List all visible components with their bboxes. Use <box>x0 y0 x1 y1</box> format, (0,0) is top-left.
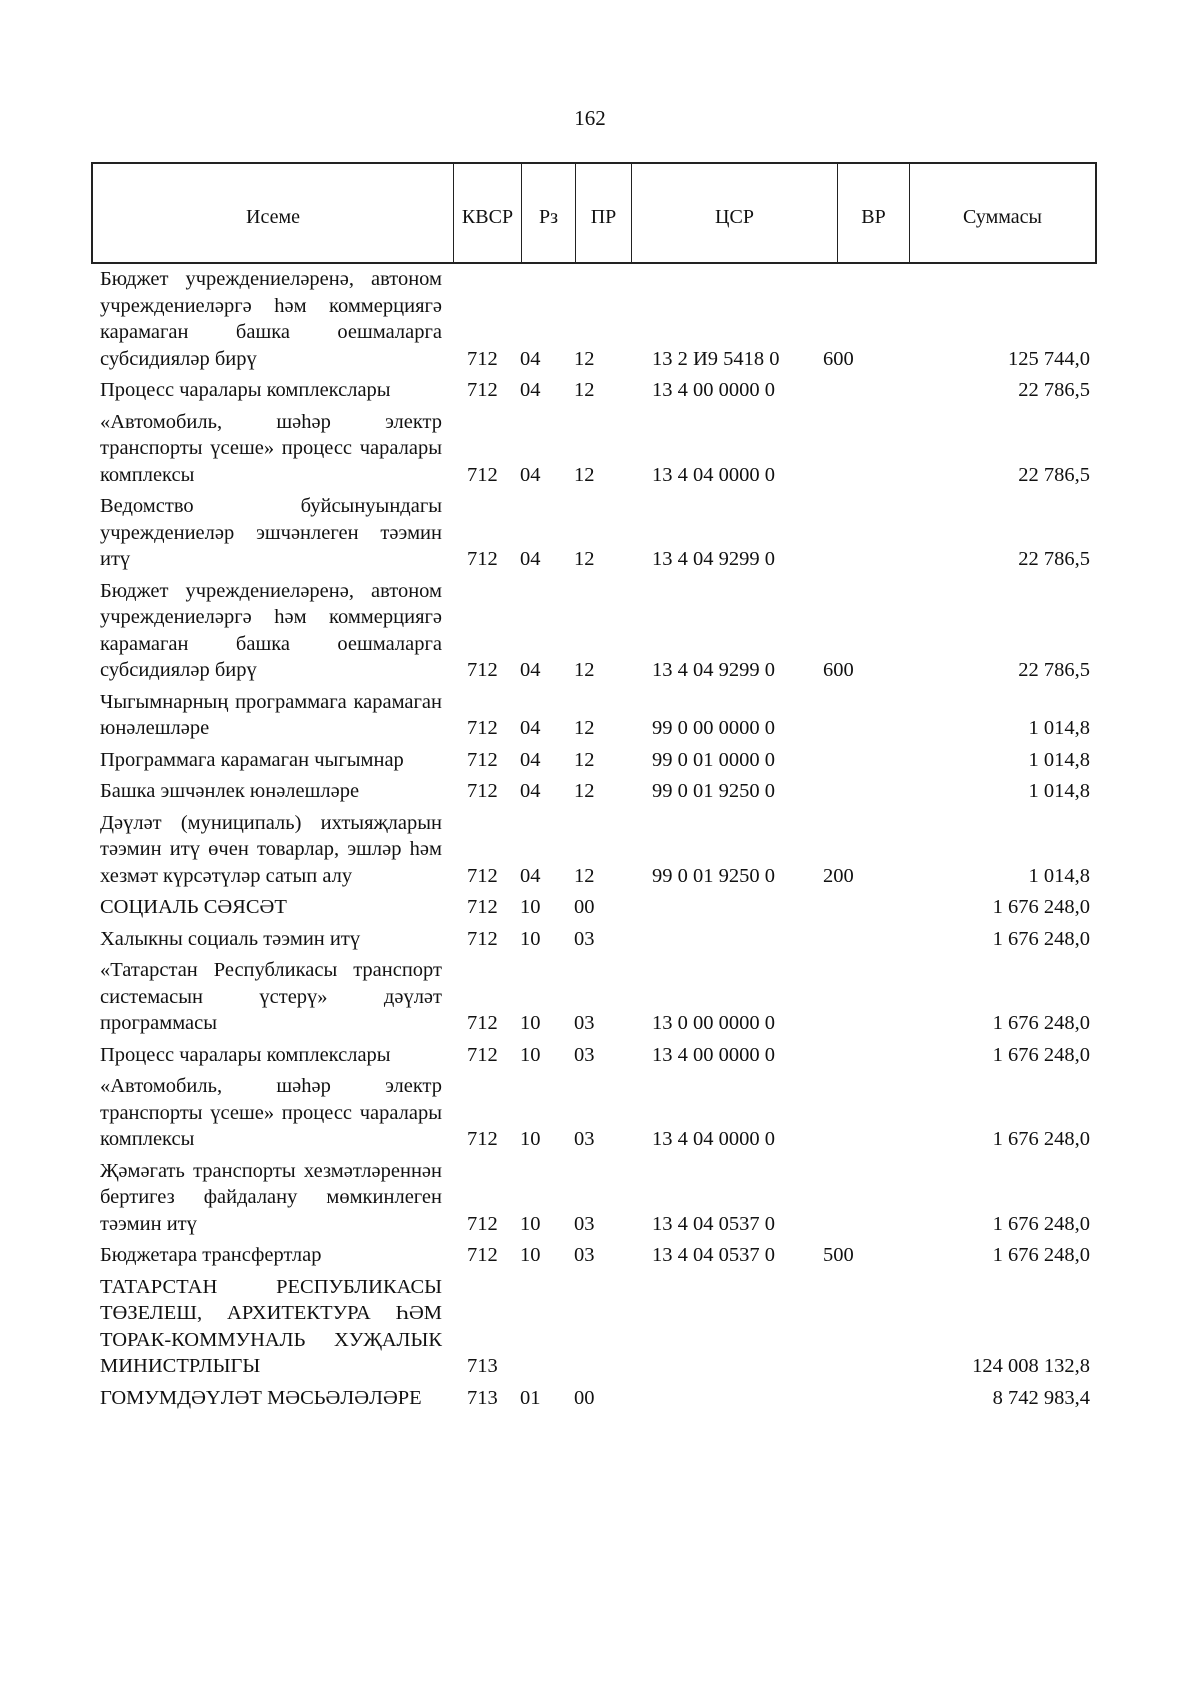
page-number: 162 <box>574 106 606 130</box>
row-name: «Автомобиль, шәһәр электр транспорты үсеше» процесс чаралары комплексы <box>100 1075 442 1150</box>
table-row <box>100 810 1090 890</box>
table-row <box>100 266 1090 372</box>
column-header-csr: ЦСР <box>631 164 837 262</box>
row-kvsr: 713 <box>467 1386 498 1409</box>
row-pr: 03 <box>574 1244 595 1266</box>
row-rz: 04 <box>520 717 541 739</box>
row-sum: 1 014,8 <box>1028 717 1090 739</box>
row-csr: 13 2 И9 5418 0 <box>652 347 780 370</box>
row-pr: 12 <box>574 717 595 739</box>
row-sum: 1 014,8 <box>1028 748 1090 771</box>
table-row <box>100 1274 1090 1380</box>
row-kvsr: 712 <box>467 864 498 887</box>
row-name: Бюджет учреждениеләренә, автоном учреждениеләргә һәм коммерциягә карамаган башка оешмаларга субсидияләр бирү <box>100 579 442 681</box>
table-row <box>100 1042 1090 1069</box>
row-vr: 600 <box>823 659 854 681</box>
row-kvsr: 712 <box>467 463 498 486</box>
row-csr: 99 0 01 9250 0 <box>652 864 775 887</box>
row-csr: 13 4 04 0537 0 <box>652 1212 775 1235</box>
row-pr: 12 <box>574 659 595 681</box>
row-csr: 13 0 00 0000 0 <box>652 1012 775 1034</box>
row-sum: 1 676 248,0 <box>992 896 1090 918</box>
column-header-pr: ПР <box>575 164 631 262</box>
row-sum: 22 786,5 <box>1018 548 1090 570</box>
table-body <box>100 266 1090 1416</box>
row-pr: 12 <box>574 748 595 771</box>
row-name: Бюджет учреждениеләренә, автоном учреждениеләргә һәм коммерциягә карамаган башка оешмаларга субсидияләр бирү <box>100 268 442 370</box>
row-name: Программага карамаган чыгымнар <box>100 748 404 771</box>
row-sum: 1 676 248,0 <box>992 1012 1090 1034</box>
table-row <box>100 578 1090 684</box>
row-kvsr: 713 <box>467 1355 498 1377</box>
row-csr: 13 4 04 9299 0 <box>652 548 775 570</box>
row-rz: 10 <box>520 896 541 918</box>
row-pr: 03 <box>574 927 595 950</box>
row-sum: 1 014,8 <box>1028 780 1090 802</box>
row-rz: 10 <box>520 1244 541 1266</box>
row-csr: 13 4 00 0000 0 <box>652 1043 775 1066</box>
row-kvsr: 712 <box>467 1012 498 1034</box>
row-pr: 12 <box>574 463 595 486</box>
row-vr: 200 <box>823 864 854 887</box>
table-row <box>100 957 1090 1037</box>
row-kvsr: 712 <box>467 927 498 950</box>
column-header-kvsr: КВСР <box>453 164 521 262</box>
row-csr: 13 4 04 0000 0 <box>652 1128 775 1150</box>
row-rz: 04 <box>520 659 541 681</box>
row-rz: 10 <box>520 1043 541 1066</box>
row-rz: 10 <box>520 1012 541 1034</box>
table-header <box>91 162 1097 264</box>
row-name: Дәүләт (муниципаль) ихтыяҗларын тәэмин итү өчен товарлар, эшләр һәм хезмәт күрсәтүләр сатып алу <box>100 811 442 887</box>
table-row <box>100 1242 1090 1269</box>
row-pr: 03 <box>574 1212 595 1235</box>
row-rz: 10 <box>520 1128 541 1150</box>
row-rz: 04 <box>520 463 541 486</box>
row-name: Җәмәгать транспорты хезмәтләреннән бертигез файдалану мөмкинлеген тәэмин итү <box>100 1159 442 1235</box>
row-kvsr: 712 <box>467 1244 498 1266</box>
row-pr: 00 <box>574 1386 595 1409</box>
row-name: Процесс чаралары комплекслары <box>100 379 391 401</box>
row-kvsr: 712 <box>467 379 498 401</box>
row-kvsr: 712 <box>467 748 498 771</box>
row-pr: 12 <box>574 548 595 570</box>
table-row <box>100 747 1090 774</box>
table-row <box>100 778 1090 805</box>
row-vr: 600 <box>823 347 854 370</box>
row-name: Халыкны социаль тәэмин итү <box>100 927 361 950</box>
row-vr: 500 <box>823 1244 854 1266</box>
row-rz: 10 <box>520 927 541 950</box>
table-row <box>100 493 1090 573</box>
row-sum: 1 676 248,0 <box>992 1244 1090 1266</box>
row-sum: 8 742 983,4 <box>992 1386 1090 1409</box>
row-pr: 12 <box>574 864 595 887</box>
row-csr: 13 4 00 0000 0 <box>652 379 775 401</box>
row-pr: 03 <box>574 1012 595 1034</box>
row-rz: 04 <box>520 748 541 771</box>
row-sum: 1 676 248,0 <box>992 1043 1090 1066</box>
row-rz: 01 <box>520 1386 541 1409</box>
table-row <box>100 1385 1090 1412</box>
row-sum: 1 014,8 <box>1028 864 1090 887</box>
row-sum: 22 786,5 <box>1018 463 1090 486</box>
row-name: Бюджетара трансфертлар <box>100 1244 322 1266</box>
row-name: ТАТАРСТАН РЕСПУБЛИКАСЫ ТӨЗЕЛЕШ, АРХИТЕКТУРА ҺӘМ ТОРАК-КОММУНАЛЬ ХУҖАЛЫК МИНИСТРЛЫГЫ <box>100 1275 442 1377</box>
table-row <box>100 894 1090 921</box>
row-name: «Автомобиль, шәһәр электр транспорты үсеше» процесс чаралары комплексы <box>100 410 442 486</box>
row-kvsr: 712 <box>467 548 498 570</box>
row-pr: 00 <box>574 896 595 918</box>
row-rz: 04 <box>520 864 541 887</box>
table-row <box>100 926 1090 953</box>
row-csr: 13 4 04 0537 0 <box>652 1244 775 1266</box>
row-sum: 1 676 248,0 <box>992 1128 1090 1150</box>
row-rz: 04 <box>520 379 541 401</box>
row-name: Башка эшчәнлек юнәлешләре <box>100 780 360 802</box>
table-row <box>100 689 1090 742</box>
row-kvsr: 712 <box>467 347 498 370</box>
column-header-vr: ВР <box>837 164 909 262</box>
table-row <box>100 1073 1090 1153</box>
row-rz: 04 <box>520 347 541 370</box>
row-sum: 1 676 248,0 <box>992 927 1090 950</box>
row-sum: 124 008 132,8 <box>972 1355 1090 1377</box>
row-sum: 1 676 248,0 <box>992 1212 1090 1235</box>
row-name: ГОМУМДӘҮЛӘТ МӘСЬӘЛӘЛӘРЕ <box>100 1386 422 1409</box>
row-kvsr: 712 <box>467 1043 498 1066</box>
row-kvsr: 712 <box>467 1212 498 1235</box>
row-pr: 12 <box>574 347 595 370</box>
table-row <box>100 377 1090 404</box>
row-pr: 12 <box>574 379 595 401</box>
row-name: Процесс чаралары комплекслары <box>100 1043 391 1066</box>
row-csr: 99 0 00 0000 0 <box>652 717 775 739</box>
row-csr: 13 4 04 0000 0 <box>652 463 775 486</box>
row-kvsr: 712 <box>467 896 498 918</box>
row-kvsr: 712 <box>467 717 498 739</box>
table-row <box>100 1158 1090 1238</box>
row-kvsr: 712 <box>467 659 498 681</box>
row-rz: 04 <box>520 548 541 570</box>
row-rz: 04 <box>520 780 541 802</box>
row-rz: 10 <box>520 1212 541 1235</box>
table-row <box>100 409 1090 489</box>
column-header-name: Исеме <box>246 205 300 228</box>
row-pr: 03 <box>574 1128 595 1150</box>
row-name: Чыгымнарның программага карамаган юнәлешләре <box>100 690 442 739</box>
row-pr: 12 <box>574 780 595 802</box>
row-sum: 22 786,5 <box>1018 659 1090 681</box>
row-kvsr: 712 <box>467 780 498 802</box>
row-name: СОЦИАЛЬ СӘЯСӘТ <box>100 896 287 918</box>
row-name: «Татарстан Республикасы транспорт системасын үстерү» дәүләт программасы <box>100 959 442 1034</box>
row-pr: 03 <box>574 1043 595 1066</box>
row-sum: 125 744,0 <box>1008 347 1090 370</box>
row-kvsr: 712 <box>467 1128 498 1150</box>
row-csr: 13 4 04 9299 0 <box>652 659 775 681</box>
column-header-rz: Рз <box>521 164 575 262</box>
row-sum: 22 786,5 <box>1018 379 1090 401</box>
row-csr: 99 0 01 0000 0 <box>652 748 775 771</box>
row-csr: 99 0 01 9250 0 <box>652 780 775 802</box>
column-header-sum: Суммасы <box>909 164 1095 262</box>
row-name: Ведомство буйсынуындагы учреждениеләр эшчәнлеген тәэмин итү <box>100 495 442 570</box>
